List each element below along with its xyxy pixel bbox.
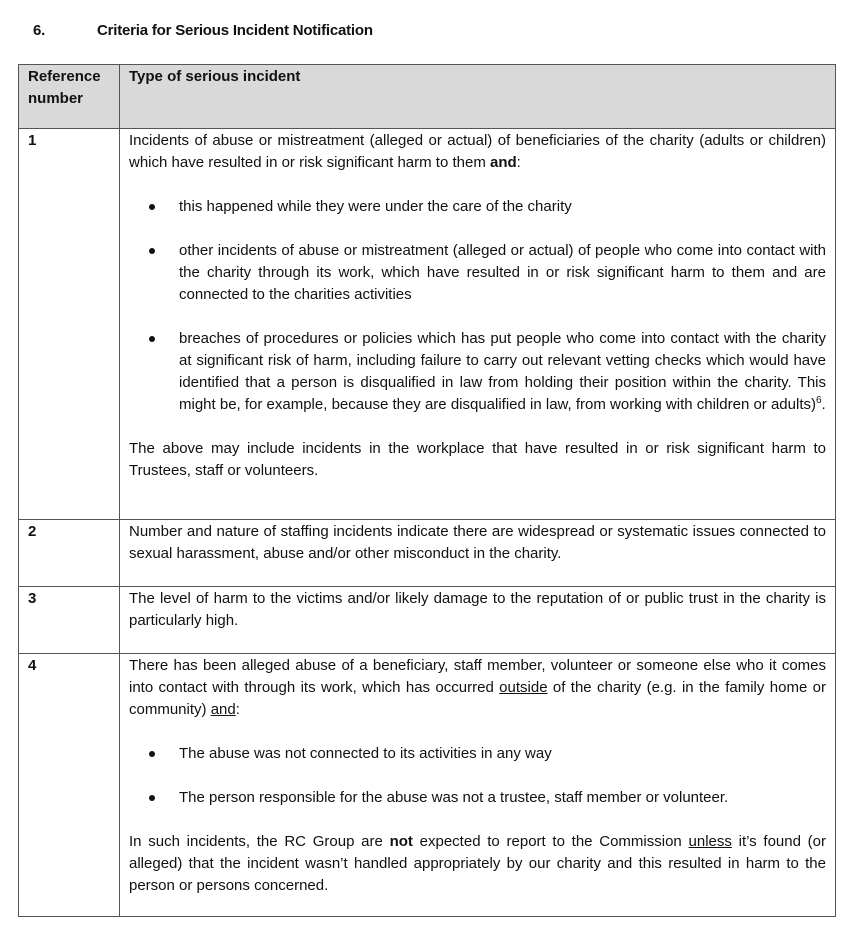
incident-cell — [120, 587, 836, 654]
emphasis-and: and — [490, 154, 517, 171]
incident-intro: Incidents of abuse or mistreatment (alleged or actual) of beneficiaries of the charity (adults or children) which have resulted in or risk significant harm to them and: — [129, 132, 826, 171]
table-row — [19, 587, 836, 654]
underlined-outside: outside — [499, 679, 548, 696]
section-title: Criteria for Serious Incident Notification — [97, 22, 373, 39]
incident-cell — [120, 654, 836, 917]
incident-text: Number and nature of staffing incidents indicate there are widespread or systematic issues connected to sexual harassment, abuse and/or other misconduct in the charity. — [129, 523, 826, 562]
section-number: 6. — [33, 22, 46, 39]
reference-cell: 3 — [19, 587, 120, 654]
table-header-row — [19, 65, 836, 129]
bullet-list — [129, 743, 826, 809]
footnote-reference[interactable]: 6 — [815, 395, 822, 406]
table-row — [19, 520, 836, 587]
emphasis-not: not — [389, 833, 413, 850]
incident-intro: There has been alleged abuse of a beneficiary, staff member, volunteer or someone else who it comes into contact with through its work, which has occurred outside of the charity (e.g. in the family home or community) and: — [129, 657, 826, 718]
list-item: other incidents of abuse or mistreatment (alleged or actual) of people who come into contact with the charity through its work, which have resulted in or risk significant harm to them and are connected to the charities activities — [129, 240, 826, 306]
list-item: The abuse was not connected to its activities in any way — [129, 743, 826, 765]
incident-cell — [120, 520, 836, 587]
list-item: breaches of procedures or policies which has put people who come into contact with the charity at significant risk of harm, including failure to carry out relevant vetting checks which would have identified that a person is disqualified in law from holding their position within the charity. This might be, for example, because they are disqualified in law, from working with children or adults)$^6$. — [129, 328, 826, 416]
incident-text: The level of harm to the victims and/or likely damage to the reputation of or public trust in the charity is particularly high. — [129, 590, 826, 629]
list-item: The person responsible for the abuse was not a trustee, staff member or volunteer. — [129, 787, 826, 809]
reference-cell: 2 — [19, 520, 120, 587]
underlined-and: and — [210, 701, 236, 718]
incident-criteria-table — [18, 64, 836, 917]
incident-closing: The above may include incidents in the workplace that have resulted in or risk significant harm to Trustees, staff or volunteers. — [129, 440, 826, 479]
section-heading — [33, 22, 373, 39]
underlined-unless: unless — [688, 833, 732, 850]
table-row — [19, 654, 836, 917]
reference-cell: 1 — [19, 129, 120, 520]
reference-cell: 4 — [19, 654, 120, 917]
list-item: this happened while they were under the care of the charity — [129, 196, 826, 218]
header-reference-number: Reference number — [19, 65, 120, 129]
incident-cell — [120, 129, 836, 520]
incident-closing: In such incidents, the RC Group are not expected to report to the Commission unless it’s found (or alleged) that the incident wasn’t handled appropriately by our charity and this resulted in harm to the person or persons concerned. — [129, 833, 827, 894]
bullet-list — [129, 196, 826, 416]
table-row — [19, 129, 836, 520]
header-incident-type: Type of serious incident — [120, 65, 836, 129]
